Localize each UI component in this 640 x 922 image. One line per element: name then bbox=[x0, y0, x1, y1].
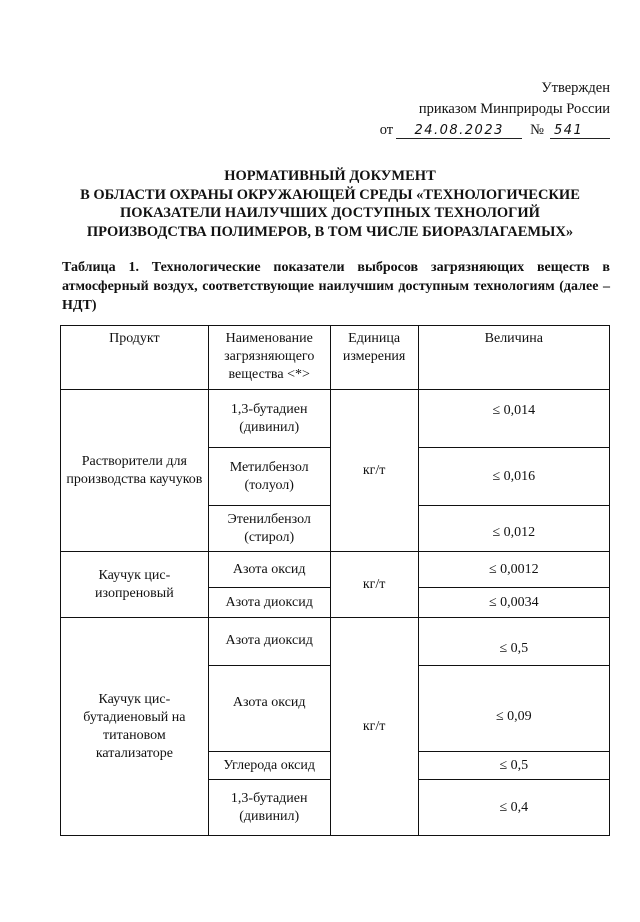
header-product: Продукт bbox=[61, 326, 209, 390]
approval-date-row bbox=[380, 120, 610, 141]
table-row bbox=[61, 618, 610, 666]
table-row bbox=[61, 390, 610, 448]
title-line-4: ПРОИЗВОДСТВА ПОЛИМЕРОВ, В ТОМ ЧИСЛЕ БИОРАЗЛАГАЕМЫХ» bbox=[86, 223, 574, 240]
title-line-1: НОРМАТИВНЫЙ ДОКУМЕНТ bbox=[224, 168, 436, 184]
product-cell: Каучук цис-изопреновый bbox=[61, 552, 209, 618]
value-cell: ≤ 0,5 bbox=[418, 618, 609, 666]
title-line-2: В ОБЛАСТИ ОХРАНЫ ОКРУЖАЮЩЕЙ СРЕДЫ «ТЕХНОЛОГИЧЕСКИЕ bbox=[80, 186, 580, 203]
value-cell: ≤ 0,09 bbox=[418, 666, 609, 752]
title-line-3: ПОКАЗАТЕЛИ НАИЛУЧШИХ ДОСТУПНЫХ ТЕХНОЛОГИЙ bbox=[120, 205, 540, 221]
table-caption: Таблица 1. Технологические показатели выбросов загрязняющих веществ в атмосферный воздух, соответствующие наилучшим доступным технологиям (далее – НДТ) bbox=[62, 260, 610, 313]
approval-block bbox=[380, 78, 610, 141]
value-cell: ≤ 0,4 bbox=[418, 780, 609, 836]
table-row bbox=[61, 552, 610, 588]
number-label: № bbox=[530, 122, 544, 138]
document-title bbox=[40, 167, 620, 241]
substance-cell: 1,3-бутадиен (дивинил) bbox=[208, 780, 330, 836]
unit-cell: кг/т bbox=[330, 552, 418, 618]
ndt-table bbox=[60, 325, 610, 836]
value-cell: ≤ 0,0012 bbox=[418, 552, 609, 588]
substance-cell: Азота оксид bbox=[208, 552, 330, 588]
unit-cell: кг/т bbox=[330, 618, 418, 836]
value-cell: ≤ 0,014 bbox=[418, 390, 609, 448]
product-cell: Каучук цис-бутадиеновый на титановом катализаторе bbox=[61, 618, 209, 836]
header-unit: Единица измерения bbox=[330, 326, 418, 390]
substance-cell: Метилбензол (толуол) bbox=[208, 448, 330, 506]
approval-line-1: Утвержден bbox=[541, 80, 610, 96]
value-cell: ≤ 0,0034 bbox=[418, 588, 609, 618]
header-value: Величина bbox=[418, 326, 609, 390]
substance-cell: Углерода оксид bbox=[208, 752, 330, 780]
handwritten-number: 541 bbox=[550, 123, 610, 139]
substance-cell: Этенилбензол (стирол) bbox=[208, 506, 330, 552]
value-cell: ≤ 0,5 bbox=[418, 752, 609, 780]
value-cell: ≤ 0,012 bbox=[418, 506, 609, 552]
handwritten-date: 24.08.2023 bbox=[396, 123, 522, 139]
unit-cell: кг/т bbox=[330, 390, 418, 552]
substance-cell: Азота оксид bbox=[208, 666, 330, 752]
header-substance: Наименование загрязняющего вещества <*> bbox=[208, 326, 330, 390]
substance-cell: Азота диоксид bbox=[208, 618, 330, 666]
table-header-row bbox=[61, 326, 610, 390]
approval-line-2: приказом Минприроды России bbox=[418, 101, 610, 117]
approval-prefix: от bbox=[379, 122, 394, 138]
substance-cell: Азота диоксид bbox=[208, 588, 330, 618]
product-cell: Растворители для производства каучуков bbox=[61, 390, 209, 552]
substance-cell: 1,3-бутадиен (дивинил) bbox=[208, 390, 330, 448]
value-cell: ≤ 0,016 bbox=[418, 448, 609, 506]
